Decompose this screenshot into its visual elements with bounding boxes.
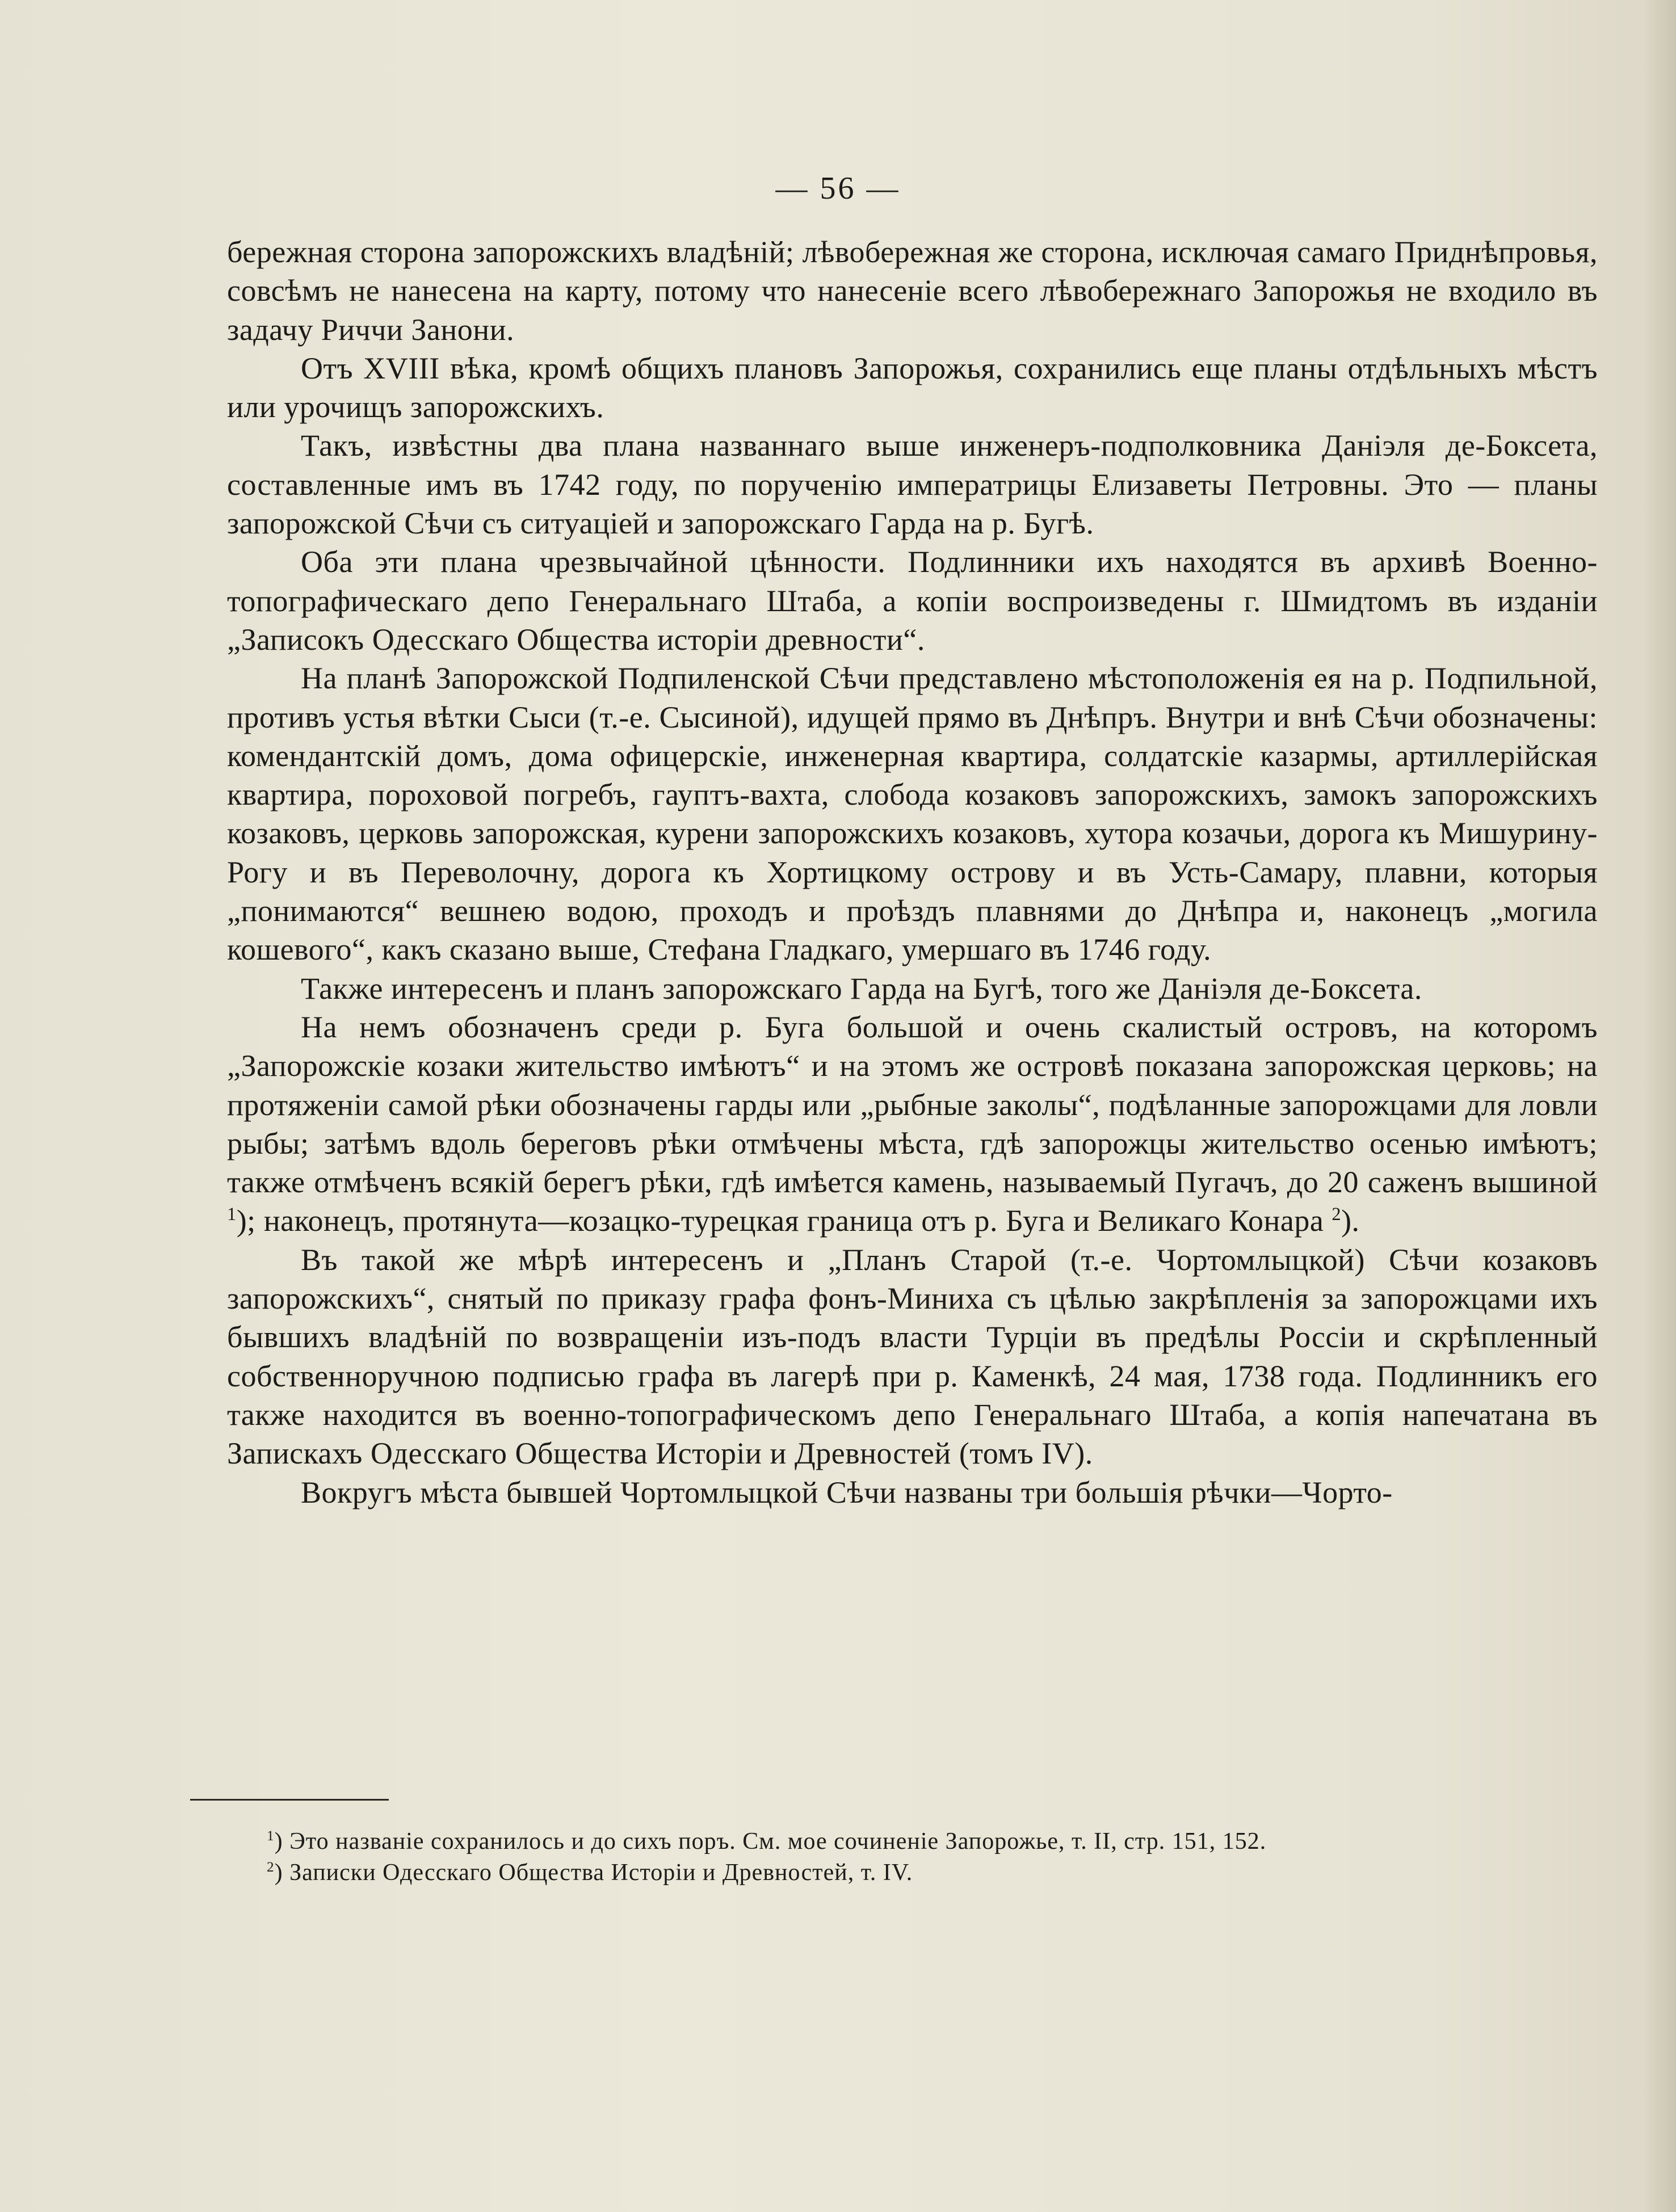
paragraph-with-footnotes	[227, 1008, 1598, 1240]
paragraph: Оба эти плана чрезвычайной цѣнности. Подлинники ихъ находятся въ архивѣ Военно-топографическаго депо Генеральнаго Штаба, а копiи воспроизведены г. Шмидтомъ въ изданiи „Записокъ Одесскаго Общества исторiи древности“.	[227, 545, 1598, 657]
footnote-mark: 2	[1331, 1204, 1342, 1225]
footnote-number: 1	[267, 1828, 275, 1844]
page-edge-shadow	[1642, 0, 1676, 2212]
footnote-mark: 1	[227, 1204, 237, 1225]
footnote-divider	[190, 1799, 389, 1801]
footnote-text: ) Записки Одесскаго Общества Исторiи и Древностей, т. IV.	[274, 1860, 913, 1886]
page-number: — 56 —	[775, 171, 901, 206]
footnotes	[267, 1826, 1544, 1889]
paragraph-continuation: бережная сторона запорожскихъ владѣнiй; лѣвобережная же сторона, исключая самаго Приднѣпровья, совсѣмъ не нанесена на карту, потому что нанесенiе всего лѣвобережнаго Запорожья не входило въ задачу Риччи Занони.	[227, 235, 1598, 347]
paragraph: На планѣ Запорожской Подпиленской Сѣчи представлено мѣстоположенiя ея на р. Подпильной, противъ устья вѣтки Сыси (т.-е. Сысиной), идущей прямо въ Днѣпръ. Внутри и внѣ Сѣчи обозначены: комендантскiй домъ, дома офицерскiе, инженерная квартира, солдатскiе казармы, артиллерiйская квартира, пороховой погребъ, гауптъ-вахта, слобода козаковъ запорожскихъ, замокъ запорожскихъ козаковъ, церковь запорожская, курени запорожскихъ козаковъ, хутора козачьи, дорога къ Мишурину-Рогу и въ Переволочну, дорога къ Хортицкому острову и въ Усть-Самару, плавни, которыя „понимаются“ вешнею водою, проходъ и проѣздъ плавнями до Днѣпра и, наконецъ „могила кошевого“, какъ сказано выше, Стефана Гладкаго, умершаго въ 1746 году.	[227, 661, 1598, 967]
paragraph: Также интересенъ и планъ запорожскаго Гарда на Бугѣ, того же Данiэля де-Боксета.	[301, 971, 1422, 1006]
footnote-number: 2	[267, 1860, 275, 1875]
paragraph: Такъ, извѣстны два плана названнаго выше инженеръ-подполковника Данiэля де-Боксета, составленные имъ въ 1742 году, по порученiю императрицы Елизаветы Петровны. Это — планы запорожской Сѣчи съ ситуацiей и запорожскаго Гарда на р. Бугѣ.	[227, 428, 1598, 541]
paragraph-text: ).	[1341, 1204, 1360, 1238]
footnote-text: ) Это названiе сохранилось и до сихъ поръ. См. мое сочиненiе Запорожье, т. II, стр. 151, 152.	[274, 1828, 1267, 1854]
main-text	[227, 233, 1598, 1512]
paragraph: Отъ XVIII вѣка, кромѣ общихъ плановъ Запорожья, сохранились еще планы отдѣльныхъ мѣстъ или урочищъ запорожскихъ.	[227, 351, 1598, 424]
footnote	[267, 1826, 1544, 1857]
footnote	[267, 1857, 1544, 1889]
paragraph-text: ); наконецъ, протянута—козацко-турецкая граница отъ р. Буга и Великаго Конара	[236, 1204, 1324, 1238]
paragraph: Въ такой же мѣрѣ интересенъ и „Планъ Старой (т.-е. Чортомлыцкой) Сѣчи козаковъ запорожскихъ“, снятый по приказу графа фонъ-Миниха съ цѣлью закрѣпленiя за запорожцами ихъ бывшихъ владѣнiй по возвращенiи изъ-подъ власти Турцiи въ предѣлы Россiи и скрѣпленный собственноручною подписью графа въ лагерѣ при р. Каменкѣ, 24 мая, 1738 года. Подлинникъ его также находится въ военно-топографическомъ депо Генеральнаго Штаба, а копiя напечатана въ Запискахъ Одесскаго Общества Исторiи и Древностей (томъ IV).	[227, 1242, 1598, 1471]
paragraph-continues: Вокругъ мѣста бывшей Чортомлыцкой Сѣчи названы три большiя рѣчки—Чорто-	[301, 1475, 1393, 1509]
paragraph-text: На немъ обозначенъ среди р. Буга большой и очень скалистый островъ, на которомъ „Запорожскiе козаки жительство имѣютъ“ и на этомъ же островѣ показана запорожская церковь; на протяженiи самой рѣки обозначены гарды или „рыбные заколы“, подѣланные запорожцами для ловли рыбы; затѣмъ вдоль береговъ рѣки отмѣчены мѣста, гдѣ запорожцы жительство осенью имѣютъ; также отмѣченъ всякiй берегъ рѣки, гдѣ имѣется камень, называемый Пугачъ, до 20 саженъ вышиной	[227, 1010, 1598, 1200]
